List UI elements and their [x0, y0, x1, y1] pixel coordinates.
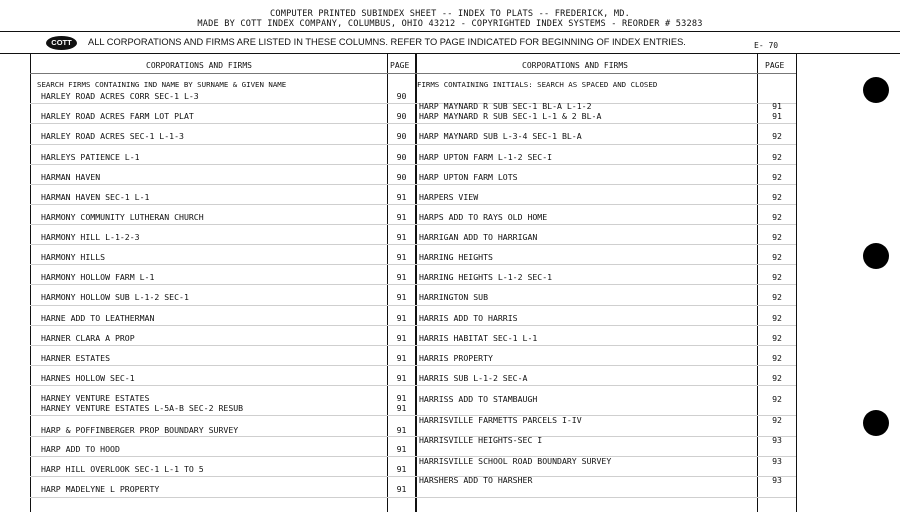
page-number: 93: [772, 456, 782, 466]
list-item: HARRISS ADD TO STAMBAUGH: [419, 394, 538, 404]
list-item: HARRIS ADD TO HARRIS: [419, 313, 518, 323]
punch-hole: [863, 410, 889, 436]
page-number: 91: [396, 444, 407, 454]
list-item: HARNER ESTATES: [41, 353, 111, 363]
page-number: 91: [396, 464, 407, 474]
row-rule: [30, 123, 796, 124]
list-item: HARRINGTON SUB: [419, 292, 489, 302]
list-item: HARMONY HILLS: [41, 252, 106, 262]
publisher-line: MADE BY COTT INDEX COMPANY, COLUMBUS, OHIO 43212 - COPYRIGHTED INDEX SYSTEMS - REORDER # 53283: [197, 19, 703, 29]
list-item: HARLEY ROAD ACRES FARM LOT PLAT: [41, 111, 194, 121]
table-top-rule: [0, 53, 900, 54]
page-number: 91: [396, 292, 407, 302]
page-number: 92: [772, 152, 782, 162]
row-rule: [30, 415, 796, 416]
page-number: 93: [772, 435, 782, 445]
list-item: HARNER CLARA A PROP: [41, 333, 135, 343]
page-number: 92: [772, 172, 782, 182]
left-column-heading: CORPORATIONS AND FIRMS: [146, 61, 252, 70]
list-item: HARP & POFFINBERGER PROP BOUNDARY SURVEY: [41, 425, 239, 435]
page-number: 91: [396, 313, 407, 323]
row-rule: [30, 204, 796, 205]
list-item: HARPS ADD TO RAYS OLD HOME: [419, 212, 548, 222]
right-search-instruction: FIRMS CONTAINING INITIALS: SEARCH AS SPACED AND CLOSED: [417, 80, 658, 89]
page-number: 92: [772, 232, 782, 242]
list-item: HARMAN HAVEN: [41, 172, 101, 182]
page-number: 91: [772, 111, 782, 121]
left-page-heading: PAGE: [390, 61, 410, 70]
list-item: HARSHERS ADD TO HARSHER: [419, 475, 533, 485]
page-number: 90: [396, 131, 407, 141]
page-number: 90: [396, 172, 407, 182]
row-rule: [30, 305, 796, 306]
page-number: 90: [396, 111, 407, 121]
list-item: HARP UPTON FARM L-1-2 SEC-I: [419, 152, 553, 162]
page-number: 91: [396, 353, 407, 363]
page-number: 93: [772, 475, 782, 485]
row-rule: [30, 103, 796, 104]
row-rule: [30, 436, 796, 437]
list-item: HARP HILL OVERLOOK SEC-1 L-1 TO 5: [41, 464, 204, 474]
row-rule: [30, 144, 796, 145]
sheet-number: E- 70: [754, 41, 779, 50]
page-number: 92: [772, 292, 782, 302]
punch-hole: [863, 77, 889, 103]
page-number: 92: [772, 131, 782, 141]
page-number: 91: [772, 101, 782, 111]
list-item: HARMAN HAVEN SEC-1 L-1: [41, 192, 150, 202]
sheet-title: COMPUTER PRINTED SUBINDEX SHEET -- INDEX TO PLATS -- FREDERICK, MD.: [269, 9, 631, 19]
list-item: HARMONY HOLLOW SUB L-1-2 SEC-1: [41, 292, 189, 302]
list-item: HARLEYS PATIENCE L-1: [41, 152, 140, 162]
page-number: 91: [396, 252, 407, 262]
page-number: 91: [396, 333, 407, 343]
left-margin-divider: [30, 53, 31, 512]
list-item: HARRING HEIGHTS: [419, 252, 493, 262]
row-rule: [30, 385, 796, 386]
page-number: 91: [396, 373, 407, 383]
column-notice: ALL CORPORATIONS AND FIRMS ARE LISTED IN THESE COLUMNS. REFER TO PAGE INDICATED FOR BEGINNING OF INDEX ENTRIES.: [88, 37, 686, 47]
row-rule: [30, 264, 796, 265]
row-rule: [30, 345, 796, 346]
page-number: 91: [396, 212, 407, 222]
list-item: HARP MAYNARD SUB L-3-4 SEC-1 BL-A: [419, 131, 582, 141]
right-margin-divider: [796, 53, 797, 512]
list-item: HARMONY COMMUNITY LUTHERAN CHURCH: [41, 212, 204, 222]
page-number: 92: [772, 394, 782, 404]
page-number: 91: [396, 393, 407, 403]
list-item: HARRISVILLE FARMETTS PARCELS I-IV: [419, 415, 582, 425]
page-number: 92: [772, 272, 782, 282]
list-item: HARP MADELYNE L PROPERTY: [41, 484, 160, 494]
page-number: 91: [396, 272, 407, 282]
row-rule: [30, 476, 796, 477]
cott-logo: COTT: [46, 36, 77, 50]
row-rule: [30, 497, 796, 498]
page-number: 92: [772, 415, 782, 425]
page-number: 91: [396, 232, 407, 242]
row-rule: [30, 184, 796, 185]
list-item: HARNES HOLLOW SEC-1: [41, 373, 135, 383]
page-number: 91: [396, 192, 407, 202]
list-item: HARRISVILLE SCHOOL ROAD BOUNDARY SURVEY: [419, 456, 612, 466]
page-number: 92: [772, 373, 782, 383]
page-number: 90: [396, 152, 407, 162]
punch-hole: [863, 243, 889, 269]
list-item: HARLEY ROAD ACRES CORR SEC-1 L-3: [41, 91, 199, 101]
page-number: 90: [396, 91, 407, 101]
page-number: 92: [772, 252, 782, 262]
list-item: HARRING HEIGHTS L-1-2 SEC-1: [419, 272, 553, 282]
right-column-heading: CORPORATIONS AND FIRMS: [522, 61, 628, 70]
page-number: 91: [396, 403, 407, 413]
page-number: 91: [396, 425, 407, 435]
row-rule: [30, 325, 796, 326]
list-item: HARRIS SUB L-1-2 SEC-A: [419, 373, 528, 383]
list-item: HARP MAYNARD R SUB SEC-1 L-1 & 2 BL-A: [419, 111, 602, 121]
list-item: HARNEY VENTURE ESTATES L-5A-B SEC-2 RESUB: [41, 403, 244, 413]
list-item: HARRIS HABITAT SEC-1 L-1: [419, 333, 538, 343]
list-item: HARRISVILLE HEIGHTS-SEC I: [419, 435, 543, 445]
left-search-instruction: SEARCH FIRMS CONTAINING IND NAME BY SURNAME & GIVEN NAME: [37, 80, 287, 89]
center-divider: [415, 53, 417, 512]
page-number: 92: [772, 333, 782, 343]
page-number: 92: [772, 212, 782, 222]
row-rule: [30, 244, 796, 245]
row-rule: [30, 456, 796, 457]
row-rule: [30, 284, 796, 285]
heading-rule: [30, 73, 796, 74]
right-page-heading: PAGE: [765, 61, 785, 70]
row-rule: [30, 164, 796, 165]
list-item: HARP MAYNARD R SUB SEC-1 BL-A L-1-2: [419, 101, 592, 111]
page-number: 92: [772, 353, 782, 363]
list-item: HARRIGAN ADD TO HARRIGAN: [419, 232, 538, 242]
list-item: HARP ADD TO HOOD: [41, 444, 120, 454]
list-item: HARRIS PROPERTY: [419, 353, 493, 363]
page-number: 91: [396, 484, 407, 494]
list-item: HARPERS VIEW: [419, 192, 479, 202]
row-rule: [30, 365, 796, 366]
list-item: HARNEY VENTURE ESTATES: [41, 393, 150, 403]
list-item: HARMONY HILL L-1-2-3: [41, 232, 140, 242]
list-item: HARLEY ROAD ACRES SEC-1 L-1-3: [41, 131, 184, 141]
header-rule: [0, 31, 900, 32]
list-item: HARP UPTON FARM LOTS: [419, 172, 518, 182]
list-item: HARNE ADD TO LEATHERMAN: [41, 313, 155, 323]
page-number: 92: [772, 192, 782, 202]
row-rule: [30, 224, 796, 225]
page-number: 92: [772, 313, 782, 323]
list-item: HARMONY HOLLOW FARM L-1: [41, 272, 155, 282]
